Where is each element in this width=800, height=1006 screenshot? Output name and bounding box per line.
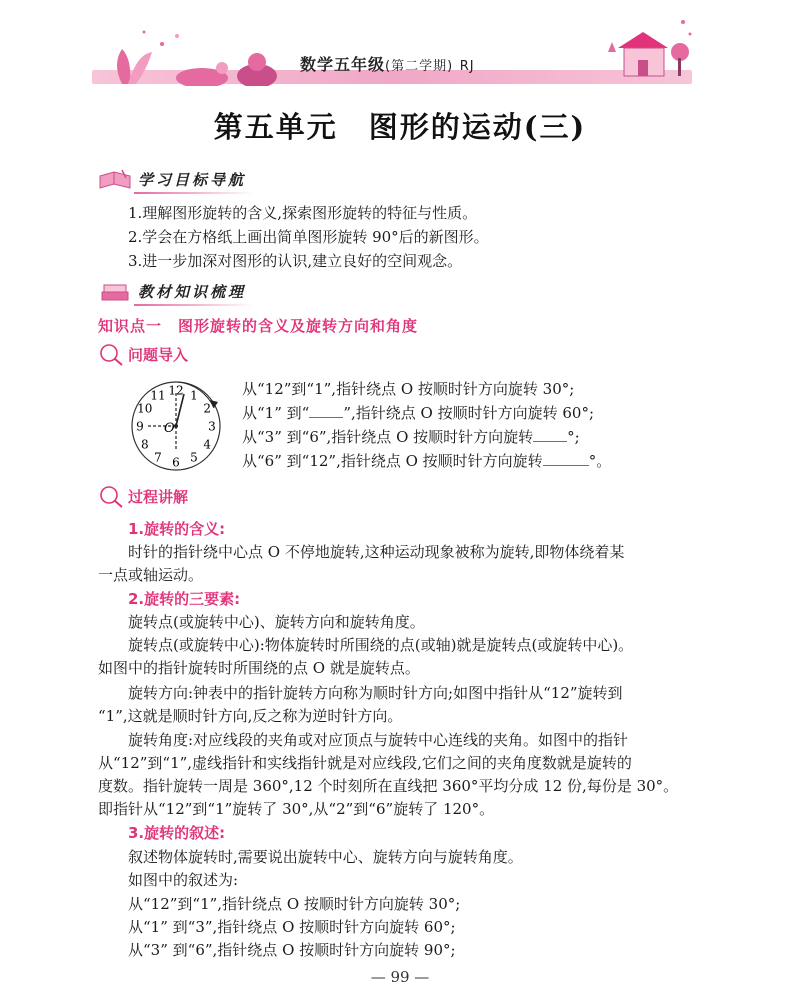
process-heading — [98, 484, 188, 508]
blank-answer-2[interactable] — [533, 427, 567, 442]
intro-line-3 — [242, 426, 580, 448]
clock-number-12: 12 — [168, 383, 184, 398]
intro-line-4-pre: 从“6” 到“12”,指针绕点 O 按顺时针方向旋转 — [242, 452, 543, 470]
knowledge-heading — [98, 280, 246, 302]
learning-goals-heading — [98, 168, 246, 190]
sec2-line-1: 旋转点(或旋转中心)、旋转方向和旋转角度。 — [128, 613, 425, 631]
blank-answer-3[interactable] — [543, 451, 589, 466]
clock-number-1: 1 — [190, 388, 198, 403]
sec1-line-2: 一点或轴运动。 — [98, 566, 204, 584]
knowledge-point-1-title: 知识点一 图形旋转的含义及旋转方向和角度 — [98, 317, 419, 335]
stacked-books-icon — [98, 280, 132, 302]
clock-number-7: 7 — [154, 450, 162, 465]
arc-arrowhead — [210, 400, 218, 408]
book-icon — [98, 168, 132, 190]
book-edition: RJ — [459, 59, 475, 74]
clock-number-10: 10 — [137, 401, 153, 416]
sec2-line-9: 即指针从“12”到“1”旋转了 30°,从“2”到“6”旋转了 120°。 — [98, 800, 495, 818]
sec3-line-4: 从“1” 到“3”,指针绕点 O 按顺时针方向旋转 60°; — [128, 918, 456, 936]
intro-line-2-post: ”,指针绕点 O 按顺时针方向旋转 60°; — [343, 404, 595, 422]
sec3-line-2: 如图中的叙述为: — [128, 871, 239, 889]
clock-face — [132, 382, 220, 470]
sec2-line-4: 旋转方向:钟表中的指针旋转方向称为顺时针方向;如图中指针从“12”旋转到 — [128, 684, 623, 702]
clock-number-5: 5 — [190, 450, 198, 465]
clock-number-3: 3 — [208, 419, 216, 434]
sec2-line-3: 如图中的指针旋转时所围绕的点 O 就是旋转点。 — [98, 659, 420, 677]
header-decoration-right-icon — [598, 12, 698, 86]
intro-line-1: 从“12”到“1”,指针绕点 O 按顺时针方向旋转 30°; — [242, 380, 575, 398]
sec2-line-5: “1”,这就是顺时针方向,反之称为逆时针方向。 — [98, 707, 403, 725]
clock-number-11: 11 — [150, 388, 166, 403]
sec2-title: 2.旋转的三要素: — [128, 590, 241, 608]
unit-title: 第五单元 图形的运动(三) — [213, 110, 587, 144]
sec2-line-7: 从“12”到“1”,虚线指针和实线指针就是对应线段,它们之间的夹角度数就是旋转的 — [98, 754, 632, 772]
book-title-text: 数学五年级 — [300, 55, 386, 74]
clock-number-4: 4 — [203, 437, 212, 452]
sec3-line-5: 从“3” 到“6”,指针绕点 O 按顺时针方向旋转 90°; — [128, 941, 456, 959]
sec2-line-2: 旋转点(或旋转中心):物体旋转时所围绕的点(或轴)就是旋转点(或旋转中心)。 — [128, 636, 634, 654]
header-decoration-left-icon — [92, 24, 292, 86]
clock-number-6: 6 — [172, 455, 180, 470]
goal-1: 1.理解图形旋转的含义,探索图形旋转的特征与性质。 — [128, 204, 478, 222]
intro-line-3-post: °; — [567, 428, 580, 446]
magnifier-icon — [98, 342, 124, 366]
intro-heading — [98, 342, 188, 366]
sec3-line-1: 叙述物体旋转时,需要说出旋转中心、旋转方向与旋转角度。 — [128, 848, 523, 866]
goal-2: 2.学会在方格纸上画出简单图形旋转 90°后的新图形。 — [128, 228, 489, 246]
magnifier-icon — [98, 484, 124, 508]
goal-3: 3.进一步加深对图形的认识,建立良好的空间观念。 — [128, 252, 463, 270]
intro-line-2-pre: 从“1” 到“ — [242, 404, 310, 422]
sec1-line-1: 时针的指针绕中心点 O 不停地旋转,这种运动现象被称为旋转,即物体绕着某 — [128, 543, 625, 561]
sec1-title: 1.旋转的含义: — [128, 520, 226, 538]
clock-diagram — [126, 376, 226, 476]
intro-line-2 — [242, 402, 594, 424]
clock-center-label: O — [164, 421, 175, 436]
intro-label: 问题导入 — [128, 345, 189, 364]
sec2-line-6: 旋转角度:对应线段的夹角或对应顶点与旋转中心连线的夹角。如图中的指针 — [128, 731, 629, 749]
intro-line-3-pre: 从“3” 到“6”,指针绕点 O 按顺时针方向旋转 — [242, 428, 534, 446]
sec3-line-3: 从“12”到“1”,指针绕点 O 按顺时针方向旋转 30°; — [128, 895, 461, 913]
solid-hand — [176, 394, 184, 426]
learning-goals-label: 学习目标导航 — [138, 170, 247, 189]
sec2-line-8: 度数。指针旋转一周是 360°,12 个时刻所在直线把 360°平均分成 12 份,每份是 30°。 — [98, 777, 679, 795]
book-semester: (第二学期) — [385, 59, 454, 74]
page-number: — 99 — — [370, 968, 430, 986]
blank-answer-1[interactable] — [309, 403, 343, 418]
sec3-title: 3.旋转的叙述: — [128, 824, 226, 842]
intro-line-4-post: °。 — [588, 452, 612, 470]
process-label: 过程讲解 — [128, 487, 189, 506]
intro-line-4 — [242, 450, 611, 472]
knowledge-label: 教材知识梳理 — [138, 282, 247, 301]
clock-number-9: 9 — [136, 419, 144, 434]
clock-number-2: 2 — [203, 401, 212, 416]
book-title — [300, 52, 475, 75]
clock-number-8: 8 — [140, 437, 149, 452]
